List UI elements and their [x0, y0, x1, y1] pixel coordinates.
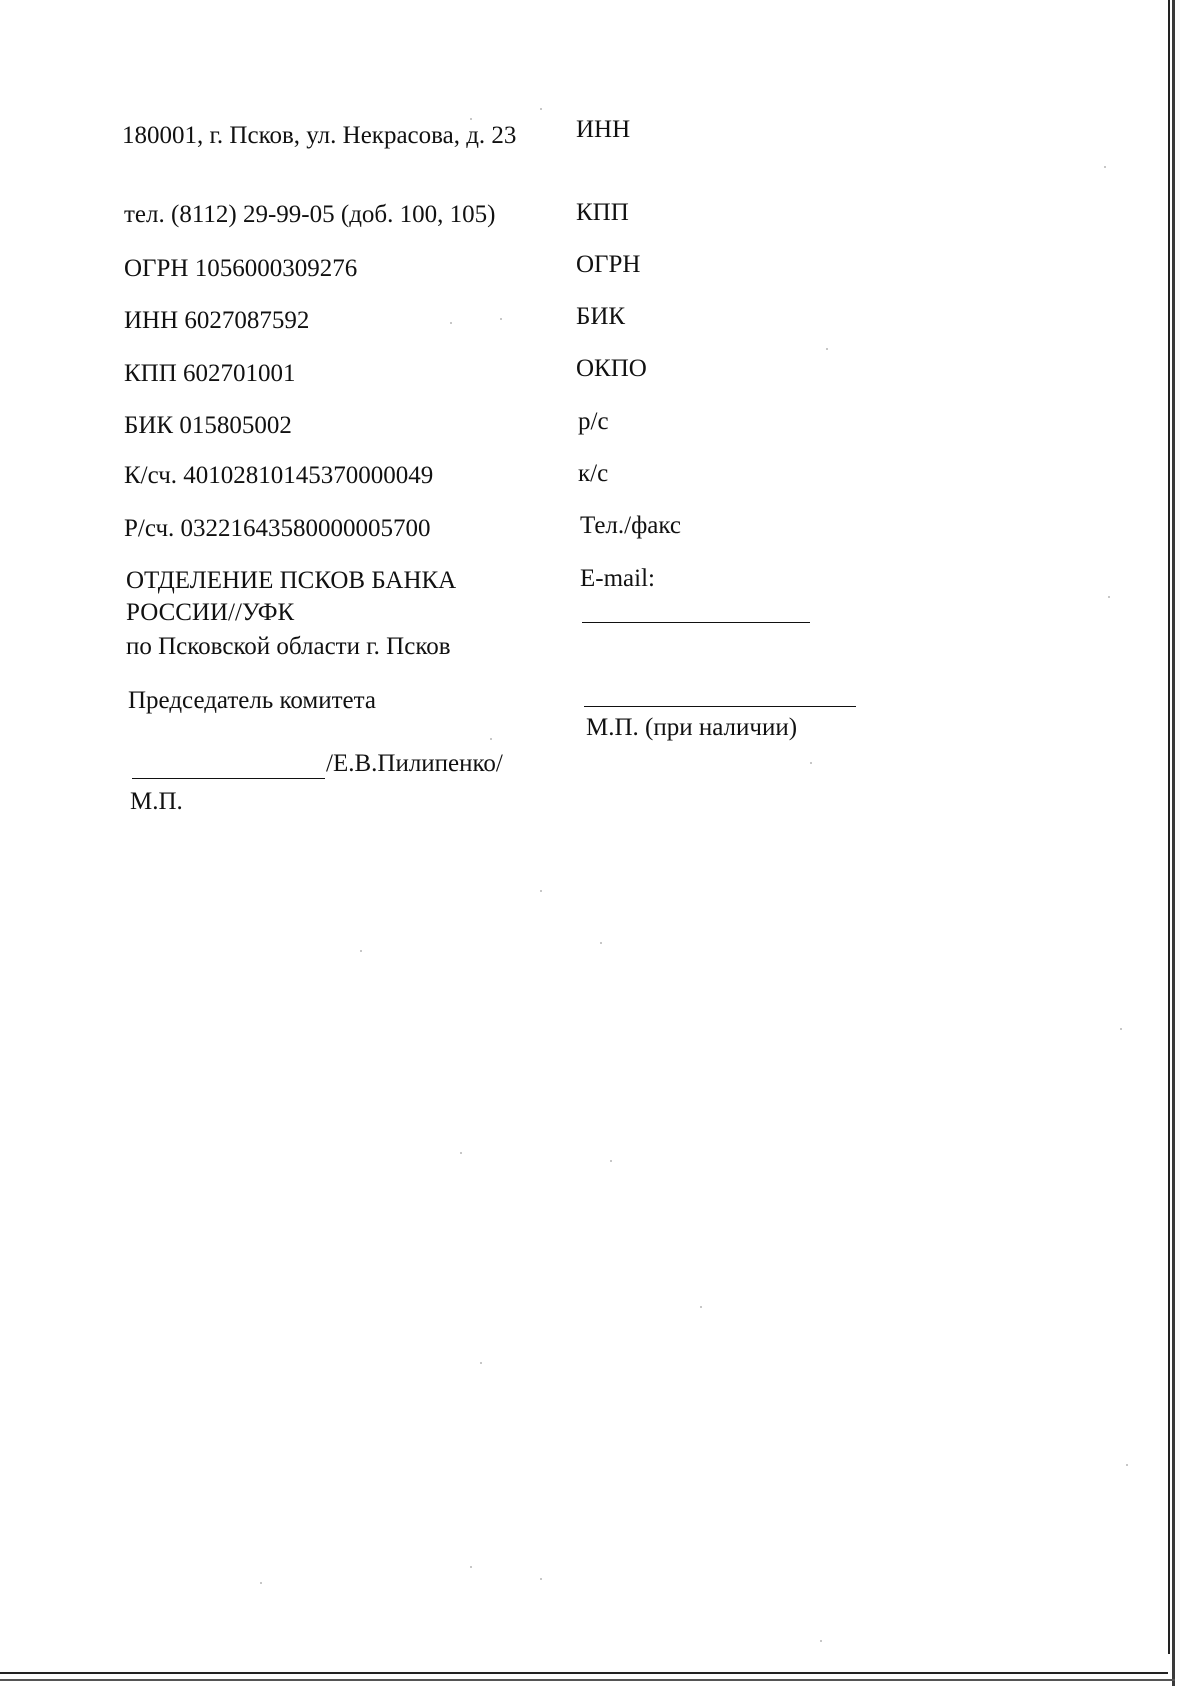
scan-speck	[470, 1566, 472, 1568]
committee-correspondent-account: К/сч. 40102810145370000049	[124, 462, 434, 489]
scan-speck	[450, 322, 452, 324]
committee-phone: тел. (8112) 29-99-05 (доб. 100, 105)	[124, 201, 496, 228]
scan-speck	[610, 1160, 612, 1162]
counterparty-ogrn-label: ОГРН	[576, 251, 641, 278]
committee-settlement-account: Р/сч. 03221643580000005700	[124, 515, 431, 542]
scan-speck	[500, 318, 502, 320]
counterparty-phone-fax-label: Тел./факс	[580, 512, 682, 539]
counterparty-settlement-account-label: р/с	[578, 408, 609, 435]
scan-edge-right	[1168, 0, 1170, 1654]
scan-speck	[810, 762, 812, 764]
committee-inn: ИНН 6027087592	[124, 307, 310, 334]
scan-speck	[1126, 1464, 1128, 1466]
counterparty-correspondent-account-label: к/с	[578, 460, 609, 487]
committee-address: 180001, г. Псков, ул. Некрасова, д. 23	[122, 122, 517, 149]
scan-speck	[1104, 166, 1106, 168]
counterparty-signature-line	[584, 706, 856, 707]
scan-speck	[480, 1362, 482, 1364]
scan-speck	[820, 1640, 822, 1642]
scan-speck	[540, 108, 542, 110]
scan-speck	[826, 348, 828, 350]
counterparty-stamp-note: М.П. (при наличии)	[586, 714, 798, 741]
counterparty-email-label: E-mail:	[580, 565, 655, 592]
counterparty-email-line	[582, 622, 810, 623]
counterparty-bik-label: БИК	[576, 303, 626, 330]
committee-bank-region: по Псковской области г. Псков	[126, 633, 451, 660]
committee-bank-name: ОТДЕЛЕНИЕ ПСКОВ БАНКА РОССИИ//УФК	[126, 567, 457, 626]
counterparty-okpo-label: ОКПО	[576, 355, 647, 382]
scan-speck	[360, 950, 362, 952]
scan-speck	[700, 1306, 702, 1308]
counterparty-inn-label: ИНН	[576, 116, 631, 143]
committee-chairman-position: Председатель комитета	[128, 687, 376, 714]
scan-edge-bottom	[0, 1672, 1168, 1674]
counterparty-kpp-label: КПП	[576, 199, 629, 226]
scan-speck	[260, 1582, 262, 1584]
scan-speck	[540, 1578, 542, 1580]
committee-ogrn: ОГРН 1056000309276	[124, 255, 358, 282]
scan-speck	[490, 738, 492, 740]
committee-kpp: КПП 602701001	[124, 360, 296, 387]
chairman-signature-line	[132, 778, 325, 779]
scan-speck	[600, 942, 602, 944]
scan-speck	[1108, 596, 1110, 598]
committee-stamp-label: М.П.	[130, 788, 183, 815]
scan-edge-bottom-outer	[0, 1679, 1175, 1681]
scan-speck	[540, 890, 542, 892]
chairman-signer-name: /Е.В.Пилипенко/	[326, 750, 503, 777]
scan-speck	[1120, 1028, 1122, 1030]
scan-edge-right-outer	[1172, 0, 1175, 1686]
scan-speck	[470, 118, 472, 120]
scan-speck	[460, 1152, 462, 1154]
committee-bik: БИК 015805002	[124, 412, 292, 439]
